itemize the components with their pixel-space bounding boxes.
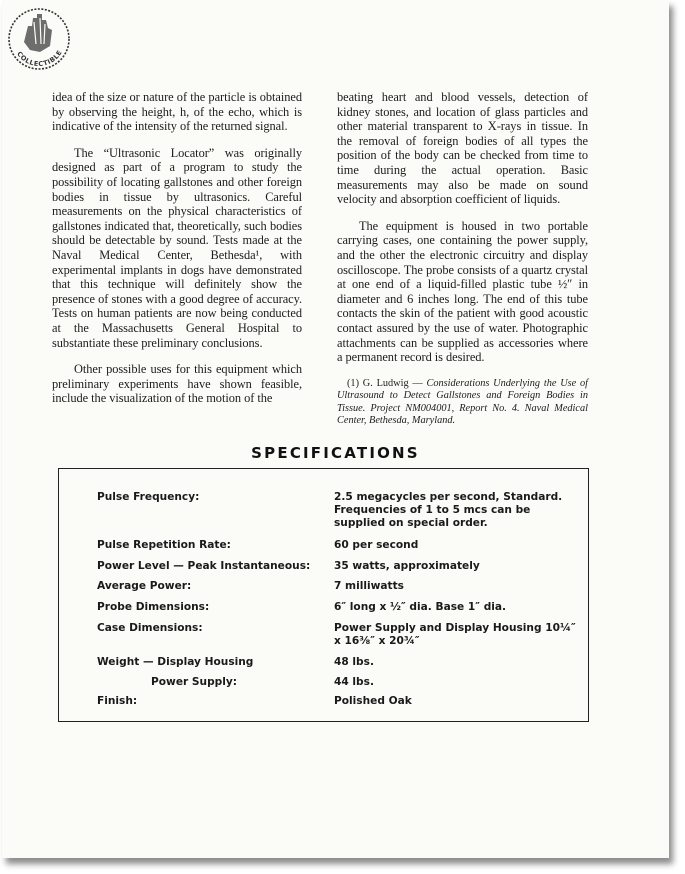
spec-value: 48 lbs. — [334, 656, 374, 668]
spec-label: Power Supply: — [151, 676, 238, 688]
spec-label: Case Dimensions: — [97, 622, 203, 634]
spec-value: 60 per second — [334, 539, 419, 551]
paragraph: beating heart and blood vessels, detection of kidney stones, and location of glass particles and other material transparent to X-rays in tissue. In the removal of foreign bodies of all types the position of the body can be checked from time to time during the actual operation. Basic measurements may also be made on sound velocity and absorption coefficient of liquids. — [337, 90, 588, 207]
footnote — [337, 378, 588, 427]
paragraph: Other possible uses for this equipment which preliminary experiments have shown feasible, include the visualization of the motion of the — [52, 362, 302, 406]
stamp-arc-text: COLLECTIBLE — [15, 48, 64, 69]
paragraph: idea of the size or nature of the particle is obtained by observing the height, h, of the echo, which is indicative of the intensity of the returned signal. — [52, 90, 302, 134]
spec-value: 44 lbs. — [334, 676, 374, 688]
left-text-column — [52, 90, 302, 418]
spec-value: 2.5 megacycles per second, Standard. Frequencies of 1 to 5 mcs can be supplied on special order. — [334, 491, 563, 529]
document-page — [2, 0, 669, 858]
paragraph: The “Ultrasonic Locator” was originally designed as part of a program to study the possibility of locating gallstones and other foreign bodies in tissue by ultrasonics. Careful measurements on the physical characteristics of gallstones indicated that, theoretically, such bodies should be detectable by sound. Tests made at the Naval Medical Center, Bethesda¹, with experimental implants in dogs have demonstrated that this technique will definitely show the presence of stones with a good degree of accuracy. Tests on human patients are now being conducted at the Massachusetts General Hospital to substantiate these preliminary conclusions. — [52, 145, 302, 350]
collectible-stamp-logo — [6, 6, 72, 72]
right-text-column — [337, 90, 588, 377]
footnote-author: (1) G. Ludwig — — [347, 378, 427, 389]
footnote-citation: Considerations Underlying the Use of Ultrasound to Detect Gallstones and Foreign Bodies in Tissue. Project NM004001, Report No. 4. Naval Medical Center, Bethesda, Maryland. — [337, 378, 588, 426]
spec-label: Finish: — [97, 695, 138, 707]
spec-label: Weight — Display Housing — [97, 656, 254, 668]
spec-value: Polished Oak — [334, 695, 412, 707]
spec-value: 7 milliwatts — [334, 580, 404, 592]
spec-label: Average Power: — [97, 580, 192, 592]
spec-value: 6″ long x ½″ dia. Base 1″ dia. — [334, 601, 507, 613]
specifications-table — [58, 468, 589, 722]
specifications-heading: SPECIFICATIONS — [251, 444, 420, 462]
spec-label: Power Level — Peak Instantaneous: — [97, 560, 311, 572]
paragraph: The equipment is housed in two portable carrying cases, one containing the power supply, and the other the electronic circuitry and display oscilloscope. The probe consists of a quartz crystal at one end of a liquid-filled plastic tube ½″ in diameter and 6 inches long. The end of this tube contacts the skin of the patient with good acoustic contact assured by the use of water. Photographic attachments can be supplied as accessories where a permanent record is desired. — [337, 218, 588, 365]
spec-label: Probe Dimensions: — [97, 601, 210, 613]
spec-value: 35 watts, approximately — [334, 560, 480, 572]
spec-label: Pulse Frequency: — [97, 491, 200, 503]
spec-value: Power Supply and Display Housing 10¼″ x 16⅜″ x 20¾″ — [334, 622, 576, 647]
spec-label: Pulse Repetition Rate: — [97, 539, 231, 551]
